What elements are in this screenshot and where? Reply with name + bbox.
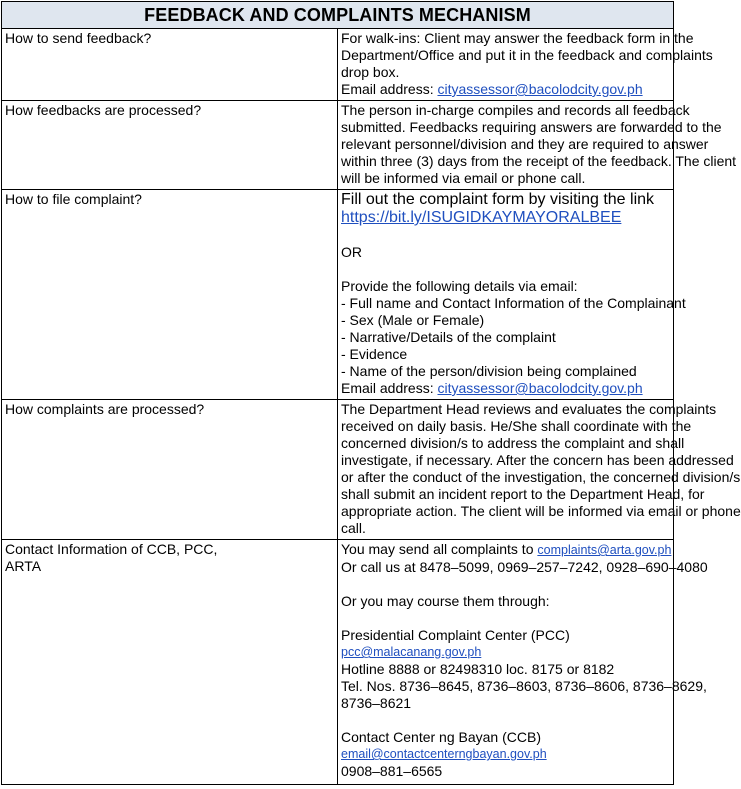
complaint-form-link[interactable]: https://bit.ly/ISUGIDKAYMAYORALBEE <box>341 209 622 226</box>
ccb-title: Contact Center ng Bayan (CCB) <box>341 729 541 745</box>
details-intro: Provide the following details via email: <box>341 278 578 294</box>
email-link[interactable]: cityassessor@bacolodcity.gov.ph <box>437 380 643 396</box>
question-text: How to send feedback? <box>5 30 152 46</box>
question-cell <box>2 190 338 400</box>
answer-line: For walk-ins: Client may answer the feedback form in the <box>341 30 694 46</box>
pcc-title: Presidential Complaint Center (PCC) <box>341 627 570 643</box>
answer-line: investigate, if necessary. After the concern has been addressed <box>341 452 734 468</box>
send-text: You may send all complaints to <box>341 541 538 557</box>
detail-item: - Name of the person/division being complained <box>341 363 637 379</box>
answer-line: appropriate action. The client will be informed via email or phone <box>341 503 741 519</box>
table-row <box>2 400 674 540</box>
answer-cell <box>338 190 686 400</box>
answer-line: within three (3) days from the receipt of the feedback. The client <box>341 153 737 169</box>
question-text: How to file complaint? <box>5 191 142 207</box>
feedback-table <box>1 1 741 785</box>
answer-line: call. <box>341 520 366 536</box>
send-complaints-line <box>341 541 670 559</box>
answer-cell <box>338 400 741 540</box>
answer-cell <box>338 540 708 785</box>
pcc-email-link[interactable]: pcc@malacanang.gov.ph <box>341 645 482 659</box>
answer-line: Department/Office and put it in the feedback and complaints <box>341 47 713 63</box>
question-cell <box>2 540 338 785</box>
detail-item: - Evidence <box>341 346 408 362</box>
table-row <box>2 190 674 400</box>
title-row <box>2 2 674 29</box>
email-label: Email address: <box>341 81 438 97</box>
complaint-form-intro: Fill out the complaint form by visiting the link <box>341 191 655 208</box>
question-text: How feedbacks are processed? <box>5 102 202 118</box>
detail-item: - Full name and Contact Information of the Complainant <box>341 295 686 311</box>
answer-line: concerned division/s to address the complaint and shall <box>341 435 685 451</box>
question-cell <box>2 101 338 190</box>
answer-line: drop box. <box>341 64 400 80</box>
table-row <box>2 29 674 101</box>
pcc-tel-line: 8736–8621 <box>341 695 412 711</box>
arta-email-link[interactable]: complaints@arta.gov.ph <box>537 543 672 557</box>
table-row <box>2 540 674 785</box>
answer-line: The Department Head reviews and evaluates the complaints <box>341 401 717 417</box>
email-line <box>341 81 670 98</box>
email-label: Email address: <box>341 380 438 396</box>
question-text: Contact Information of CCB, PCC, <box>5 541 218 557</box>
answer-line: shall submit an incident report to the Department Head, for <box>341 486 705 502</box>
question-text: ARTA <box>5 558 42 574</box>
question-cell <box>2 29 338 101</box>
pcc-tel-line: Tel. Nos. 8736–8645, 8736–8603, 8736–8606, 8736–8629, <box>341 678 707 694</box>
email-line <box>341 380 670 397</box>
answer-line: submitted. Feedbacks requiring answers are forwarded to the <box>341 119 722 135</box>
detail-item: - Sex (Male or Female) <box>341 312 485 328</box>
question-text: How complaints are processed? <box>5 401 205 417</box>
ccb-email-link[interactable]: email@contactcenterngbayan.gov.ph <box>341 747 547 761</box>
table-row <box>2 101 674 190</box>
answer-line: or after the conduct of the investigation, the concerned division/s <box>341 469 741 485</box>
pcc-hotline: Hotline 8888 or 82498310 loc. 8175 or 8182 <box>341 661 615 677</box>
detail-item: - Narrative/Details of the complaint <box>341 329 556 345</box>
answer-cell <box>338 101 737 190</box>
course-line: Or you may course them through: <box>341 593 550 609</box>
question-cell <box>2 400 338 540</box>
answer-cell <box>338 29 713 101</box>
call-line: Or call us at 8478–5099, 0969–257–7242, 0928–690–4080 <box>341 559 708 575</box>
feedback-complaints-document <box>1 1 741 785</box>
answer-line: will be informed via email or phone call. <box>341 170 586 186</box>
answer-line: received on daily basis. He/She shall coordinate with the <box>341 418 692 434</box>
answer-line: The person in-charge compiles and records all feedback <box>341 102 690 118</box>
or-separator: OR <box>341 244 362 260</box>
ccb-phone: 0908–881–6565 <box>341 763 443 779</box>
email-link[interactable]: cityassessor@bacolodcity.gov.ph <box>437 81 643 97</box>
answer-line: relevant personnel/division and they are required to answer <box>341 136 709 152</box>
table-title: FEEDBACK AND COMPLAINTS MECHANISM <box>2 2 674 29</box>
